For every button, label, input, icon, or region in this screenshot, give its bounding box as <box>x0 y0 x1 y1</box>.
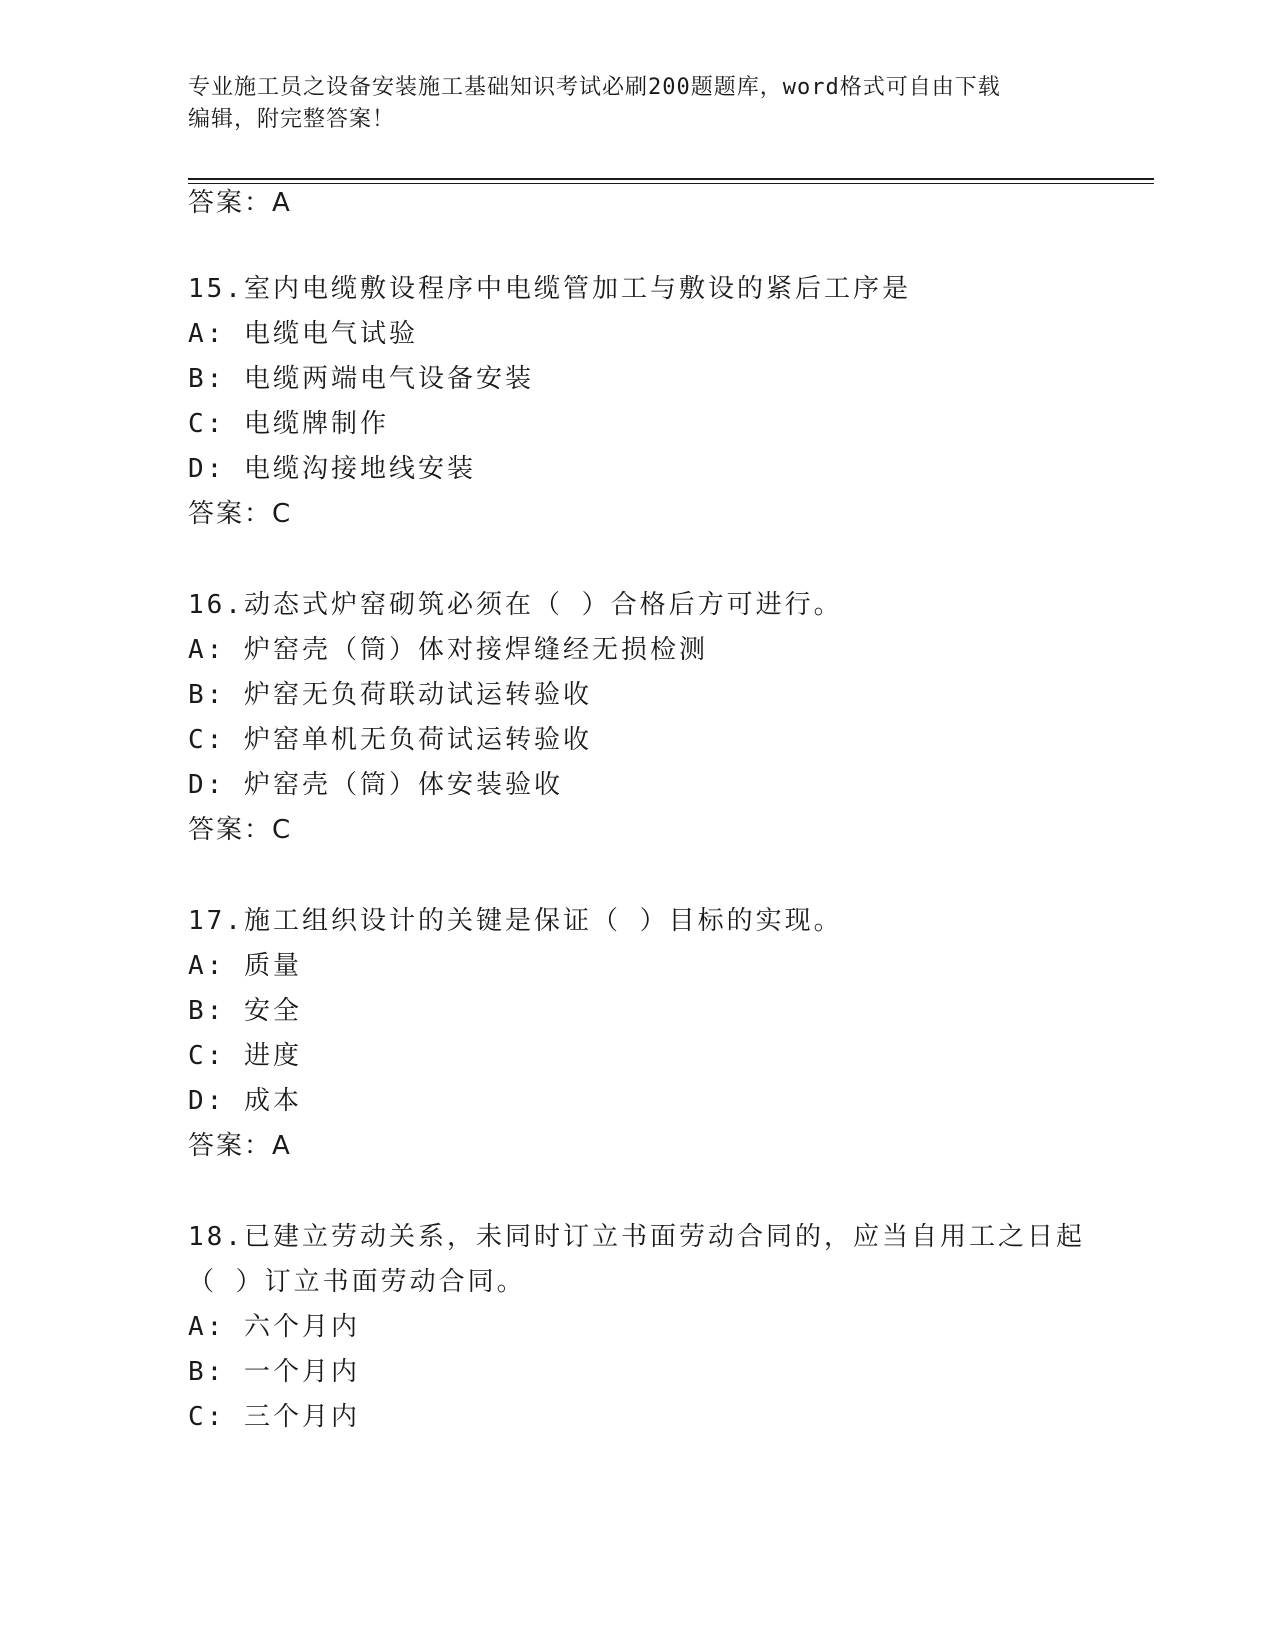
document-header <box>188 72 1088 136</box>
option-c: C: 三个月内 <box>188 1402 360 1432</box>
option-b: B: 安全 <box>188 996 302 1026</box>
option-c: C: 炉窑单机无负荷试运转验收 <box>188 725 592 755</box>
option-c: C: 电缆牌制作 <box>188 409 389 439</box>
option-a: A: 炉窑壳（筒）体对接焊缝经无损检测 <box>188 635 708 665</box>
option-c: C: 进度 <box>188 1041 302 1071</box>
option-d: D: 成本 <box>188 1086 302 1116</box>
option-b: B: 一个月内 <box>188 1357 360 1387</box>
header-divider <box>188 178 1154 180</box>
option-a: A: 质量 <box>188 951 302 981</box>
question-stem: 15.室内电缆敷设程序中电缆管加工与敷设的紧后工序是 <box>188 274 911 304</box>
header-line-1: 专业施工员之设备安装施工基础知识考试必刷200题题库，word格式可自由下载 <box>188 75 1001 100</box>
option-a: A: 六个月内 <box>188 1312 360 1342</box>
answer-line: 答案：A <box>188 1131 292 1161</box>
option-d: D: 炉窑壳（筒）体安装验收 <box>188 770 563 800</box>
question-stem: 16.动态式炉窑砌筑必须在（ ）合格后方可进行。 <box>188 590 843 620</box>
option-d: D: 电缆沟接地线安装 <box>188 454 476 484</box>
header-divider-thin <box>188 183 1154 184</box>
option-b: B: 电缆两端电气设备安装 <box>188 364 534 394</box>
header-line-2: 编辑，附完整答案！ <box>188 107 396 132</box>
option-a: A: 电缆电气试验 <box>188 319 418 349</box>
answer-line: 答案：A <box>188 188 292 218</box>
question-stem: 18.已建立劳动关系，未同时订立书面劳动合同的，应当自用工之日起 <box>188 1222 1085 1252</box>
answer-line: 答案：C <box>188 499 293 529</box>
answer-line: 答案：C <box>188 815 293 845</box>
question-stem: 17.施工组织设计的关键是保证（ ）目标的实现。 <box>188 906 843 936</box>
option-b: B: 炉窑无负荷联动试运转验收 <box>188 680 592 710</box>
question-stem-continued: （ ）订立书面劳动合同。 <box>188 1267 526 1297</box>
